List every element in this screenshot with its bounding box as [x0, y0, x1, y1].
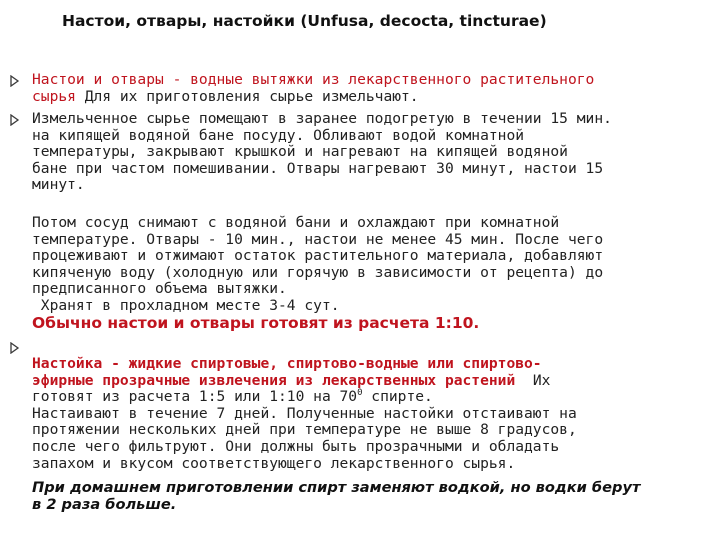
paragraph-home-note — [32, 479, 702, 513]
paragraph-decoctions-definition — [32, 72, 692, 105]
text-line: после чего фильтруют. Они должны быть прозрачными и обладать — [32, 437, 560, 455]
text-line: температуры, закрывают крышкой и нагревают на кипящей водяной — [32, 143, 568, 161]
text: спирте. — [362, 388, 433, 406]
text-line: Настаивают в течение 7 дней. Полученные настойки отстаивают на — [32, 404, 577, 422]
text-line: процеживают и отжимают остаток растительного материала, добавляют — [32, 247, 604, 265]
italic-line: При домашнем приготовлении спирт заменяют водкой, но водки берут — [32, 479, 641, 496]
triangle-right-icon — [10, 75, 22, 87]
text: Для их приготовления сырье измельчают. — [75, 87, 419, 105]
paragraph-tinctures — [32, 356, 692, 472]
text-line: Потом сосуд снимают с водяной бани и охлаждают при комнатной — [32, 214, 560, 231]
text-line: температуре. Отвары - 10 мин., настои не менее 45 мин. После чего — [32, 230, 604, 248]
text-line: протяжении нескольких дней при температуре не выше 8 градусов, — [32, 421, 577, 439]
text: готовят из расчета 1:5 или 1:10 на 70 — [32, 388, 358, 406]
text: Их — [515, 371, 551, 389]
text-line: на кипящей водяной бане посуду. Обливают водой комнатной — [32, 126, 525, 144]
paragraph-cooling — [32, 215, 692, 331]
red-text: Обычно настои и отвары готовят из расчета 1:10. — [32, 313, 480, 332]
superscript: 0 — [357, 388, 363, 399]
text-line: бане при частом помешивании. Отвары нагревают 30 минут, настои 15 — [32, 159, 604, 177]
text-line: кипяченую воду (холодную или горячую в зависимости от рецепта) до — [32, 263, 604, 281]
text-line: Хранят в прохладном месте 3-4 сут. — [32, 296, 340, 314]
text-line: Измельченное сырье помещают в заранее подогретую в течении 15 мин. — [32, 110, 612, 127]
text-line: минут. — [32, 176, 85, 194]
red-text: Настойка - жидкие спиртовые, спиртово-водные или спиртово- — [32, 355, 542, 372]
triangle-right-icon — [10, 342, 22, 354]
red-text: эфирные прозрачные извлечения из лекарственных растений — [32, 371, 516, 389]
triangle-right-icon — [10, 114, 22, 126]
text-line: предписанного объема вытяжки. — [32, 280, 287, 298]
text-line: запахом и вкусом соответствующего лекарственного сырья. — [32, 454, 516, 472]
red-text: Настои и отвары - водные вытяжки из лекарственного растительного — [32, 71, 595, 88]
italic-line: в 2 раза больше. — [32, 496, 177, 513]
paragraph-preparation — [32, 111, 692, 194]
red-text: сырья — [32, 87, 76, 105]
page-title: Настои, отвары, настойки (Unfusa, decocta, tincturae) — [62, 12, 547, 30]
